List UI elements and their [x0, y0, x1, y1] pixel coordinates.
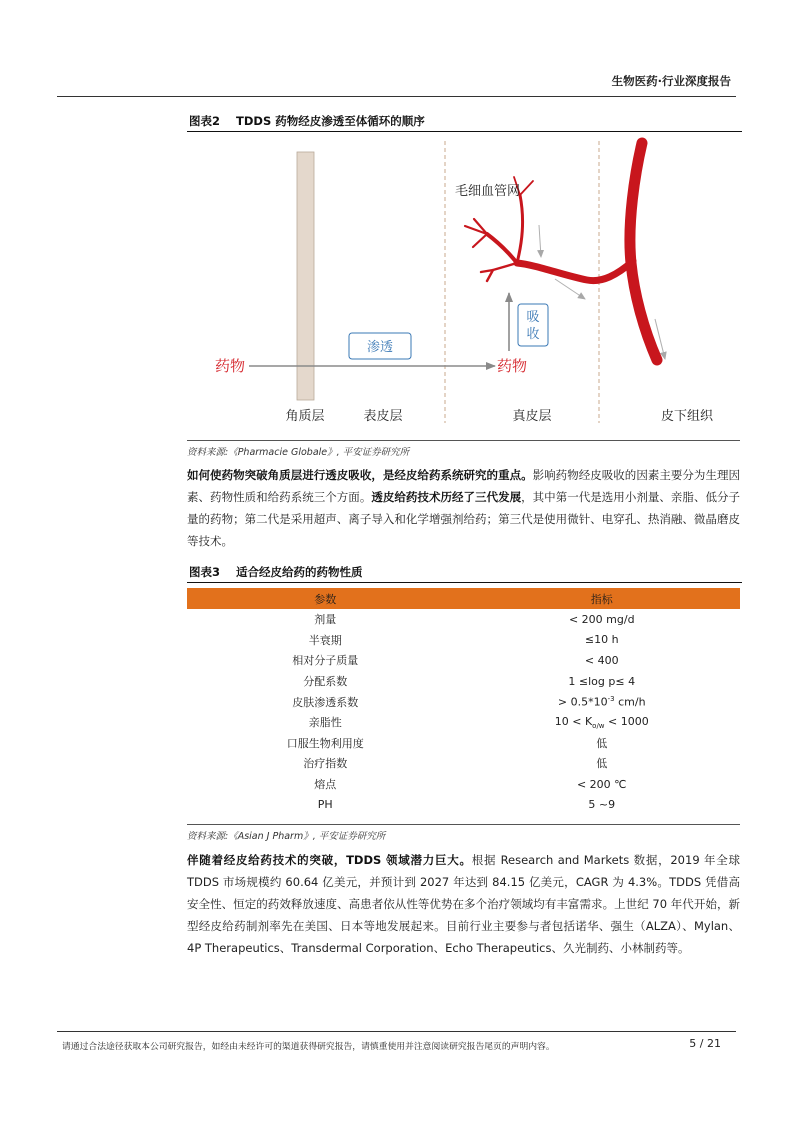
dermis-label: 真皮层 [512, 409, 552, 424]
column-header: 指标 [464, 588, 741, 609]
table-row [187, 630, 740, 651]
figure2-caption: TDDS 药物经皮渗透至体循环的顺序 [236, 114, 425, 128]
value-unit: cm/h [614, 695, 646, 709]
param-value: ≤10 h [584, 633, 619, 647]
param-value: < 200 mg/d [568, 612, 635, 626]
param-name: 皮肤渗透系数 [292, 695, 359, 709]
figure2-number: 图表2 [189, 114, 221, 128]
tdds-permeation-diagram [187, 133, 740, 438]
value-subscript: o/w [592, 721, 605, 730]
param-name: 半衰期 [308, 633, 342, 647]
param-value: 低 [596, 736, 608, 750]
table-row [187, 691, 740, 712]
param-value: 1 ≤log p≤ 4 [568, 674, 636, 688]
param-name: 分配系数 [303, 675, 348, 689]
paragraph1-text: 影响药物经皮吸收的因素主要分为生理因素、药物性质和给药系统三个方面。 [187, 468, 741, 504]
param-name: 相对分子质量 [292, 654, 359, 668]
param-name: 口服生物利用度 [286, 736, 364, 750]
value-text: 10 < K [554, 714, 593, 728]
permeate-label: 渗透 [366, 340, 394, 355]
drug-label-left: 药物 [215, 357, 246, 375]
paragraph2-highlight: 伴随着经皮给药技术的突破，TDDS 领域潜力巨大。 [187, 853, 472, 867]
page-number: 5 / 21 [689, 1037, 721, 1050]
stratum-corneum-layer [297, 152, 314, 400]
param-name: 治疗指数 [303, 757, 348, 771]
paragraph-transdermal-development [187, 464, 740, 552]
footer-disclaimer: 请通过合法途径获取本公司研究报告，如经由未经许可的渠道获得研究报告，请慎重使用并注意阅读研究报告尾页的声明内容。 [62, 1042, 555, 1052]
paragraph1-highlight: 如何使药物突破角质层进行透皮吸收，是经皮给药系统研究的重点。 [187, 468, 533, 482]
figure3-title [187, 564, 742, 583]
param-value [464, 691, 741, 712]
column-header: 参数 [187, 588, 464, 609]
flow-arrow [539, 225, 541, 257]
drug-properties-table [187, 588, 740, 815]
value-exponent: -3 [607, 694, 615, 703]
figure2-source: 资料来源:《Pharmacie Globale》, 平安证券研究所 [187, 440, 740, 458]
param-name: PH [317, 798, 333, 812]
table-row [187, 712, 740, 733]
table-row [187, 671, 740, 692]
epidermis-label: 表皮层 [363, 409, 403, 424]
table-row [187, 774, 740, 795]
table-row [187, 650, 740, 671]
param-value: 低 [596, 757, 608, 771]
drug-label-right: 药物 [497, 357, 528, 375]
table-row [187, 609, 740, 630]
param-value [464, 712, 741, 733]
paragraph1-highlight: 透皮给药技术历经了三代发展 [371, 490, 522, 504]
value-text: < 1000 [604, 714, 649, 728]
param-name: 剂量 [314, 613, 337, 627]
header-title: 生物医药·行业深度报告 [611, 74, 731, 88]
table-row [187, 733, 740, 754]
figure3-source: 资料来源:《Asian J Pharm》, 平安证券研究所 [187, 824, 740, 842]
header-divider [57, 96, 736, 97]
value-text: > 0.5*10 [557, 695, 608, 709]
table-row [187, 794, 740, 815]
footer-divider [57, 1031, 736, 1032]
table-header-row [187, 588, 740, 609]
subcutaneous-label: 皮下组织 [660, 409, 714, 424]
table-row [187, 753, 740, 774]
paragraph-tdds-market [187, 849, 740, 959]
param-name: 亲脂性 [308, 716, 342, 730]
param-name: 熔点 [314, 778, 337, 792]
absorb-label-2: 收 [526, 327, 540, 342]
absorb-label-1: 吸 [526, 310, 540, 325]
figure2-title [187, 113, 742, 132]
stratum-corneum-label: 角质层 [285, 409, 325, 424]
paragraph1-text: ，其中第一代是选用小剂量、亲脂、低分子量的药物；第二代是采用超声、离子导入和化学增强剂给药；第三代是使用微针、电穿孔、热消融、微晶磨皮等技术。 [187, 490, 741, 548]
param-value: 5 ~9 [588, 798, 616, 812]
capillary-network [465, 143, 657, 360]
capillary-label: 毛细血管网 [455, 184, 521, 199]
paragraph2-text: 根据 Research and Markets 数据，2019 年全球 TDDS 市场规模约 60.64 亿美元，并预计到 2027 年达到 84.15 亿美元，CAGR 为 4.3%。TDDS 凭借高安全性、恒定的药效释放速度、高患者依从性等优势在多个治疗领域均有丰富需求。上世纪 70 年代开始，新型经皮给药制剂率先在美国、日本等地发展起来。目前行业主要参与者包括诺华、强生（ALZA）、Mylan、4P Therapeutics、Transdermal Corporation、Echo Therapeutics、久光制药、小林制药等。 [187, 853, 740, 955]
param-value: < 400 [584, 653, 619, 667]
figure3-number: 图表3 [189, 565, 221, 579]
figure3-caption: 适合经皮给药的药物性质 [236, 565, 363, 579]
param-value: < 200 ℃ [576, 777, 627, 791]
